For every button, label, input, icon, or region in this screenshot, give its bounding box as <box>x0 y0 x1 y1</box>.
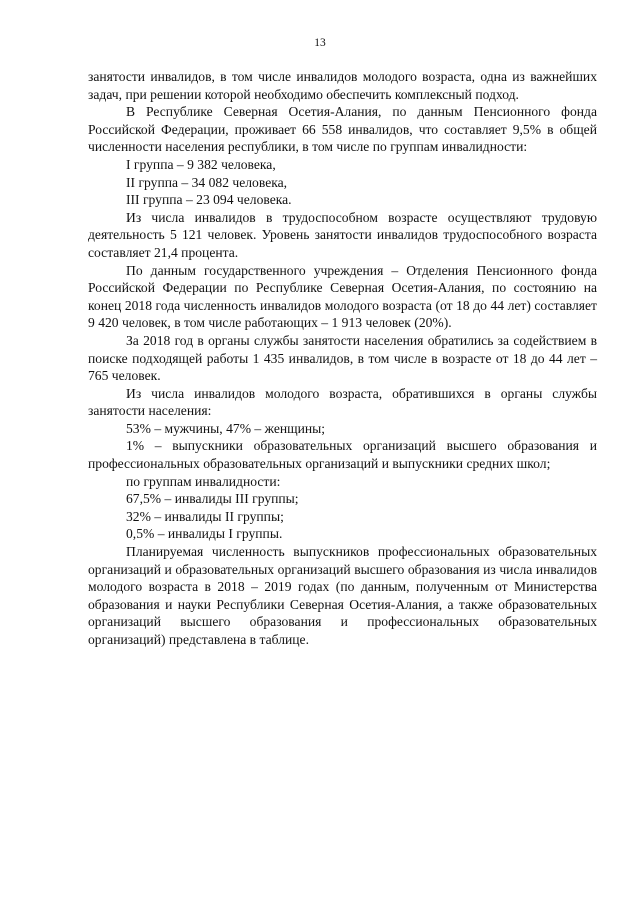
paragraph: Планируемая численность выпускников профессиональных образовательных организаций и образовательных организаций высшего образования из числа инвалидов молодого возраста в 2018 – 2019 годах (по данным, полученным от Министерства образования и науки Республики Северная Осетия-Алания, а также образовательных организаций высшего образования и профессиональных образовательных организаций) представлена в таблице. <box>88 544 597 647</box>
paragraph: По данным государственного учреждения – Отделения Пенсионного фонда Российской Федерации по Республике Северная Осетия-Алания, по состоянию на конец 2018 года численность инвалидов молодого возраста (от 18 до 44 лет) составляет 9 420 человек, в том числе работающих – 1 913 человек (20%). <box>88 262 597 331</box>
document-body <box>88 68 597 649</box>
list-item: 53% – мужчины, 47% – женщины; <box>126 420 326 436</box>
list-item: II группа – 34 082 человека, <box>126 174 288 190</box>
list-item: 1% – выпускники образовательных организаций высшего образования и профессиональных образовательных организаций и выпускники средних школ; <box>88 438 597 472</box>
paragraph: занятости инвалидов, в том числе инвалидов молодого возраста, одна из важнейших задач, при решении которой необходимо обеспечить комплексный подход. <box>88 69 597 102</box>
paragraph: В Республике Северная Осетия-Алания, по данным Пенсионного фонда Российской Федерации, проживает 66 558 инвалидов, что составляет 9,5% в общей численности населения республики, в том числе по группам инвалидности: <box>88 104 597 155</box>
list-item: по группам инвалидности: <box>126 473 281 489</box>
paragraph: За 2018 год в органы службы занятости населения обратились за содействием в поиске подходящей работы 1 435 инвалидов, в том числе в возрасте от 18 до 44 лет – 765 человек. <box>88 332 597 384</box>
list-item: 67,5% – инвалиды III группы; <box>126 491 299 507</box>
list-item: I группа – 9 382 человека, <box>126 156 276 172</box>
list-item: III группа – 23 094 человека. <box>126 192 292 208</box>
page-number: 13 <box>314 37 326 49</box>
paragraph: Из числа инвалидов молодого возраста, обратившихся в органы службы занятости населения: <box>88 385 597 419</box>
paragraph: Из числа инвалидов в трудоспособном возрасте осуществляют трудовую деятельность 5 121 человек. Уровень занятости инвалидов трудоспособного возраста составляет 21,4 процента. <box>88 209 597 260</box>
list-item: 32% – инвалиды II группы; <box>126 508 284 524</box>
list-item: 0,5% – инвалиды I группы. <box>126 526 283 542</box>
